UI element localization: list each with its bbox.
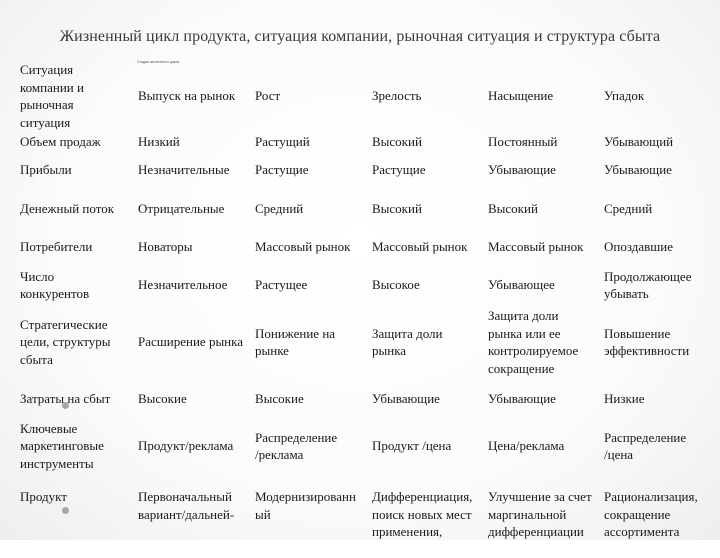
row-label-cell xyxy=(20,133,101,150)
table-cell-line: Незначительное xyxy=(138,277,228,293)
table-cell-line: Дифференциация, xyxy=(372,489,473,504)
row-label-cell xyxy=(20,161,72,178)
table-cell-line: сокращение xyxy=(604,506,671,522)
header-stage-cell xyxy=(488,58,553,134)
table-cell-line: Растущие xyxy=(372,161,426,177)
row-label-cell xyxy=(20,238,92,255)
table-cell-line: Первоначальный xyxy=(138,489,232,504)
row-label-cell-line: цели, структуры xyxy=(20,334,111,350)
row-label-cell-line: Прибыли xyxy=(20,161,72,177)
table-cell-line: ассортимента xyxy=(604,524,680,539)
table-cell-line: Массовый рынок xyxy=(372,238,468,254)
table-cell xyxy=(604,161,672,178)
table-cell-line: убывать xyxy=(604,286,649,301)
table-cell xyxy=(488,306,578,378)
table-cell-line: Продолжающее xyxy=(604,268,692,284)
table-cell xyxy=(488,267,555,303)
table-cell xyxy=(138,161,229,178)
table-cell xyxy=(372,133,422,150)
table-cell-line: маргинальной xyxy=(488,506,567,522)
header-label-cell-line: Ситуация xyxy=(20,62,74,77)
table-cell-line: дифференциации xyxy=(488,524,584,539)
table-cell-line: Незначительные xyxy=(138,161,230,177)
table-cell-line: Растущие xyxy=(255,161,309,177)
table-cell-line: вариант/дальней- xyxy=(138,506,235,522)
table-cell-line: Высокий xyxy=(488,200,538,216)
row-label-cell-line: сбыта xyxy=(20,351,53,367)
table-cell-line: Модернизированн xyxy=(255,489,356,504)
table-cell xyxy=(138,200,224,217)
row-label-cell-line: Продукт xyxy=(20,489,67,504)
table-cell xyxy=(372,267,420,303)
row-label-cell-line: маркетинговые xyxy=(20,438,104,454)
table-cell xyxy=(138,133,180,150)
table-cell-line: /реклама xyxy=(255,447,304,462)
table-cell xyxy=(488,488,592,558)
table-cell-line: Убывающий xyxy=(604,133,674,149)
table-cell-line: сокращение xyxy=(488,360,555,376)
table-cell xyxy=(372,200,422,217)
table-cell-line: Высокие xyxy=(138,390,187,406)
table-cell-line: Опоздавшие xyxy=(604,238,674,254)
table-cell-line: Убывающие xyxy=(372,390,440,406)
row-label-cell-line: конкурентов xyxy=(20,286,90,301)
table-cell-line: Средний xyxy=(604,200,653,216)
table-cell-line: Понижение на xyxy=(255,325,336,341)
table-cell-line: Цена/реклама xyxy=(488,438,565,454)
header-label-cell-line: рыночная xyxy=(20,97,74,112)
row-label-cell xyxy=(20,420,104,472)
table-cell-line: применения, xyxy=(372,524,443,539)
header-stage-cell xyxy=(372,58,421,134)
row-label-cell-line: Число xyxy=(20,268,55,284)
table-cell xyxy=(372,161,426,178)
table-cell-line: Высокие xyxy=(255,390,304,406)
header-stage-cell xyxy=(604,58,644,134)
row-label-cell-line: Денежный поток xyxy=(20,200,115,216)
table-cell xyxy=(138,390,187,407)
table-cell-line: Продукт/реклама xyxy=(138,438,234,454)
table-cell xyxy=(138,306,243,378)
table-cell xyxy=(255,488,356,558)
table-cell xyxy=(255,306,335,378)
table-cell xyxy=(604,267,691,303)
table-cell-line: рынке xyxy=(255,343,289,358)
table-cell-line: Продукт /цена xyxy=(372,438,452,454)
header-stage-cell xyxy=(255,58,280,134)
header-stage-cell-line: Зрелость xyxy=(372,88,422,104)
table-cell xyxy=(488,161,556,178)
table-cell-line: Массовый рынок xyxy=(488,238,584,254)
table-cell xyxy=(488,238,583,255)
table-cell xyxy=(488,390,556,407)
table-cell-line: Убывающие xyxy=(488,161,556,177)
table-cell-line: Высокое xyxy=(372,277,420,293)
table-cell xyxy=(138,267,227,303)
table-cell-line: Низкий xyxy=(138,133,180,149)
header-stage-cell-line: Насыщение xyxy=(488,88,554,104)
row-label-cell xyxy=(20,306,111,378)
table-cell-line: Средний xyxy=(255,200,304,216)
table-cell xyxy=(255,133,310,150)
row-label-cell xyxy=(20,200,114,217)
table-cell xyxy=(604,390,645,407)
table-cell-line: Растущее xyxy=(255,277,308,293)
header-stage-cell-line: Рост xyxy=(255,88,281,104)
table-cell-line: Расширение рынка xyxy=(138,334,244,350)
row-label-cell xyxy=(20,488,67,558)
table-cell-line: Распределение xyxy=(255,429,338,445)
header-stage-cell xyxy=(138,58,235,134)
table-cell xyxy=(488,420,564,472)
table-cell-line: Повышение xyxy=(604,325,671,341)
table-cell xyxy=(255,390,304,407)
table-cell xyxy=(255,200,303,217)
row-label-cell-line: Объем продаж xyxy=(20,133,101,149)
table-cell-line: Защита доли xyxy=(372,325,443,341)
header-stage-cell-line: Выпуск на рынок xyxy=(138,88,236,104)
table-cell xyxy=(488,200,538,217)
row-label-cell xyxy=(20,390,110,407)
table-cell xyxy=(255,238,350,255)
table-cell-line: Постоянный xyxy=(488,133,558,149)
table-cell-line: Новаторы xyxy=(138,238,193,254)
table-cell xyxy=(604,306,689,378)
row-label-cell-line: Ключевые xyxy=(20,420,78,436)
header-label-cell-line: компании и xyxy=(20,79,84,95)
table-cell xyxy=(372,420,451,472)
header-label-cell-line: ситуация xyxy=(20,114,71,130)
table-cell-line: Высокий xyxy=(372,133,422,149)
table-cell xyxy=(255,420,337,472)
row-label-cell-line: Затраты на сбыт xyxy=(20,390,111,406)
table-cell-line: Убывающие xyxy=(604,161,672,177)
table-cell-line: Рационализация, xyxy=(604,489,698,504)
table-cell-line: контролируемое xyxy=(488,343,579,358)
table-cell xyxy=(372,306,443,378)
table-caption: Стадии жизненного цикла xyxy=(137,60,180,64)
table-cell-line: Улучшение за счет xyxy=(488,489,592,504)
table-cell xyxy=(138,238,193,255)
table-cell-line: поиск новых мест xyxy=(372,506,472,522)
table-cell xyxy=(604,133,673,150)
table-cell-line: рынка или ее xyxy=(488,325,561,341)
header-stage-cell-line: Упадок xyxy=(604,88,645,104)
row-label-cell-line: Стратегические xyxy=(20,316,108,332)
table-cell-line: Растущий xyxy=(255,133,310,149)
table-cell-line: Отрицательные xyxy=(138,200,225,216)
table-cell-line: /цена xyxy=(604,447,634,462)
table-cell xyxy=(255,267,307,303)
table-cell xyxy=(604,238,673,255)
table-cell xyxy=(372,238,467,255)
header-label-cell xyxy=(20,58,84,134)
table-cell xyxy=(138,488,234,558)
table-cell-line: Убывающие xyxy=(488,390,556,406)
table-cell-line: Защита доли xyxy=(488,308,559,323)
row-label-cell xyxy=(20,267,89,303)
table-cell xyxy=(604,420,686,472)
row-label-cell-line: Потребители xyxy=(20,238,93,254)
table-cell xyxy=(488,133,557,150)
table-cell xyxy=(604,488,698,558)
table-cell xyxy=(138,420,233,472)
table-cell-line: Массовый рынок xyxy=(255,238,351,254)
table-cell-line: эффективности xyxy=(604,343,690,358)
table-cell xyxy=(372,488,472,558)
table-cell-line: рынка xyxy=(372,343,407,358)
row-label-cell-line: инструменты xyxy=(20,455,94,471)
slide-title: Жизненный цикл продукта, ситуация компании, рыночная ситуация и структура сбыта xyxy=(59,28,661,45)
table-cell-line: ый xyxy=(255,506,271,522)
table-cell xyxy=(372,390,440,407)
table-cell-line: Распределение xyxy=(604,429,687,445)
table-cell-line: Убывающее xyxy=(488,277,555,293)
table-cell-line: Низкие xyxy=(604,390,645,406)
table-cell xyxy=(604,200,652,217)
table-cell xyxy=(255,161,309,178)
table-cell-line: Высокий xyxy=(372,200,422,216)
